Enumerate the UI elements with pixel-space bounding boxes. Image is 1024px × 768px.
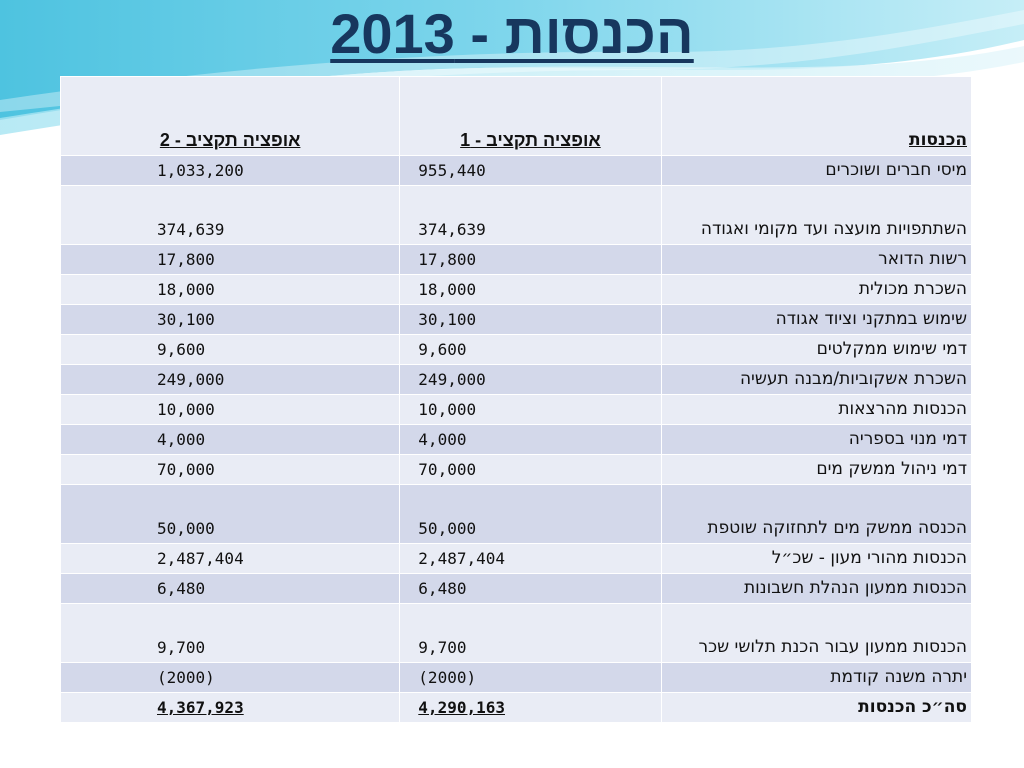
table-row <box>61 544 972 574</box>
row-value-option-1: 249,000 <box>400 365 661 395</box>
row-value-option-1: 30,100 <box>400 305 661 335</box>
row-value-option-1: 50,000 <box>400 485 661 544</box>
row-value-option-1: 10,000 <box>400 395 661 425</box>
row-value-option-1: 18,000 <box>400 275 661 305</box>
row-value-option-1: 9,600 <box>400 335 661 365</box>
table-header-row <box>61 77 972 156</box>
table-row <box>61 425 972 455</box>
row-label: מיסי חברים ושוכרים <box>661 156 971 186</box>
row-value-option-2: 2,487,404 <box>61 544 400 574</box>
row-value-option-1: 9,700 <box>400 604 661 663</box>
row-value-option-1: 955,440 <box>400 156 661 186</box>
total-option-1: 4,290,163 <box>400 693 661 723</box>
slide-title: הכנסות - 2013 <box>330 2 694 65</box>
table-row <box>61 335 972 365</box>
row-value-option-2: (2000) <box>61 663 400 693</box>
table-row <box>61 365 972 395</box>
row-label: דמי ניהול ממשק מים <box>661 455 971 485</box>
table-row <box>61 485 972 544</box>
row-value-option-2: 249,000 <box>61 365 400 395</box>
row-value-option-2: 17,800 <box>61 245 400 275</box>
row-value-option-2: 18,000 <box>61 275 400 305</box>
row-label: הכנסות מהרצאות <box>661 395 971 425</box>
total-label: סה״כ הכנסות <box>661 693 971 723</box>
row-label: רשות הדואר <box>661 245 971 275</box>
row-value-option-1: 4,000 <box>400 425 661 455</box>
row-value-option-2: 70,000 <box>61 455 400 485</box>
row-label: הכנסה ממשק מים לתחזוקה שוטפת <box>661 485 971 544</box>
row-label: יתרה משנה קודמת <box>661 663 971 693</box>
row-label: השכרת מכולית <box>661 275 971 305</box>
income-table <box>60 76 972 723</box>
row-label: דמי שימוש ממקלטים <box>661 335 971 365</box>
table-row <box>61 574 972 604</box>
row-value-option-2: 9,700 <box>61 604 400 663</box>
row-value-option-2: 1,033,200 <box>61 156 400 186</box>
row-label: שימוש במתקני וציוד אגודה <box>661 305 971 335</box>
row-label: הכנסות מהורי מעון - שכ״ל <box>661 544 971 574</box>
table-row <box>61 156 972 186</box>
table-row <box>61 245 972 275</box>
row-label: השכרת אשקוביות/מבנה תעשיה <box>661 365 971 395</box>
table-row <box>61 305 972 335</box>
row-value-option-2: 9,600 <box>61 335 400 365</box>
row-value-option-2: 10,000 <box>61 395 400 425</box>
row-label: השתתפויות מועצה ועד מקומי ואגודה <box>661 186 971 245</box>
table-row <box>61 275 972 305</box>
table-row <box>61 663 972 693</box>
header-option-1: אופציה תקציב - 1 <box>400 77 661 156</box>
table-row <box>61 186 972 245</box>
header-income: הכנסות <box>661 77 971 156</box>
row-value-option-1: (2000) <box>400 663 661 693</box>
row-value-option-2: 6,480 <box>61 574 400 604</box>
row-value-option-1: 2,487,404 <box>400 544 661 574</box>
row-value-option-2: 4,000 <box>61 425 400 455</box>
total-option-2: 4,367,923 <box>61 693 400 723</box>
row-value-option-2: 50,000 <box>61 485 400 544</box>
income-table-container <box>60 76 972 723</box>
table-row <box>61 395 972 425</box>
header-option-2: אופציה תקציב - 2 <box>61 77 400 156</box>
row-label: הכנסות ממעון עבור הכנת תלושי שכר <box>661 604 971 663</box>
row-value-option-2: 30,100 <box>61 305 400 335</box>
row-value-option-1: 6,480 <box>400 574 661 604</box>
row-label: הכנסות ממעון הנהלת חשבונות <box>661 574 971 604</box>
row-value-option-2: 374,639 <box>61 186 400 245</box>
row-value-option-1: 374,639 <box>400 186 661 245</box>
row-value-option-1: 70,000 <box>400 455 661 485</box>
row-value-option-1: 17,800 <box>400 245 661 275</box>
table-row <box>61 455 972 485</box>
row-label: דמי מנוי בספריה <box>661 425 971 455</box>
table-row <box>61 604 972 663</box>
total-row <box>61 693 972 723</box>
